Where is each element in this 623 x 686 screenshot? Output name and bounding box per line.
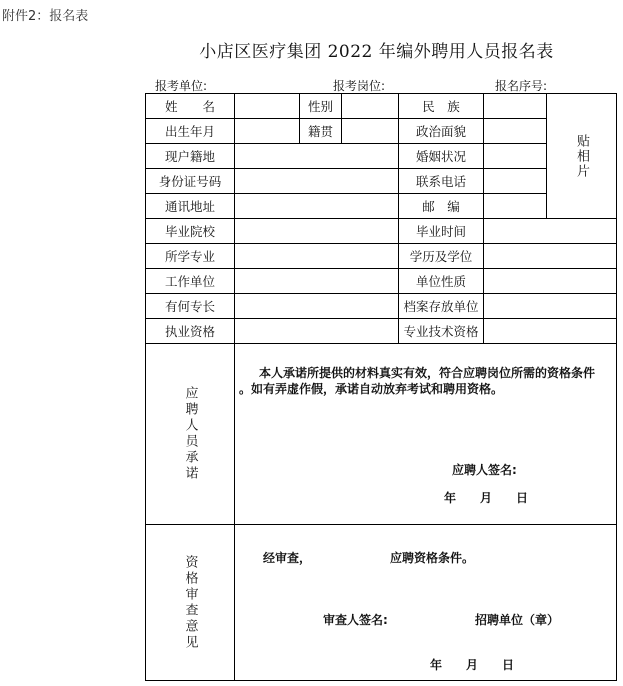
field-phone[interactable] (484, 169, 547, 194)
field-archive[interactable] (484, 294, 616, 319)
field-license[interactable] (235, 319, 399, 344)
field-name[interactable] (235, 94, 300, 119)
commitment-label-cell (146, 344, 235, 525)
review-label-cell (146, 525, 235, 680)
label-degree: 学历及学位 (399, 244, 484, 269)
field-postcode[interactable] (484, 194, 547, 219)
label-household: 现户籍地 (146, 144, 235, 169)
unit-label: 报考单位: (155, 79, 208, 93)
commitment-text-line2: 。如有弄虚作假，承诺自动放弃考试和聘用资格。 (239, 382, 504, 396)
field-native[interactable] (342, 119, 399, 144)
label-id: 身份证号码 (146, 169, 235, 194)
label-tech-title: 专业技术资格 (399, 319, 484, 344)
label-ethnicity: 民 族 (399, 94, 484, 119)
label-address: 通讯地址 (146, 194, 235, 219)
review-date: 年 月 日 (430, 658, 515, 672)
label-name: 姓 名 (146, 94, 235, 119)
label-marital: 婚姻状况 (399, 144, 484, 169)
label-school: 毕业院校 (146, 219, 235, 244)
field-degree[interactable] (484, 244, 616, 269)
commitment-label: 应聘人员承诺 (182, 386, 198, 482)
serial-label: 报名序号: (495, 79, 548, 93)
field-grad-time[interactable] (484, 219, 616, 244)
commitment-box (235, 344, 616, 525)
commitment-date: 年 月 日 (444, 491, 529, 505)
field-skills[interactable] (235, 294, 399, 319)
reviewer-signature-label: 审查人签名: (323, 613, 388, 627)
field-ethnicity[interactable] (484, 94, 547, 119)
field-tech-title[interactable] (484, 319, 616, 344)
unit-stamp-label: 招聘单位（章） (475, 613, 560, 627)
label-major: 所学专业 (146, 244, 235, 269)
field-political[interactable] (484, 119, 547, 144)
applicant-signature-label: 应聘人签名: (452, 463, 517, 477)
conditions-text: 应聘资格条件。 (390, 551, 475, 565)
label-birth: 出生年月 (146, 119, 235, 144)
field-household[interactable] (235, 144, 399, 169)
photo-label: 贴相片 (574, 133, 589, 179)
field-school[interactable] (235, 219, 399, 244)
photo-box (547, 94, 616, 219)
label-grad-time: 毕业时间 (399, 219, 484, 244)
field-address[interactable] (235, 194, 399, 219)
field-id[interactable] (235, 169, 399, 194)
field-birth[interactable] (235, 119, 300, 144)
label-gender: 性别 (300, 94, 342, 119)
reviewed-text: 经审查， (263, 551, 312, 565)
label-political: 政治面貌 (399, 119, 484, 144)
field-marital[interactable] (484, 144, 547, 169)
position-label: 报考岗位: (333, 79, 386, 93)
field-employer[interactable] (235, 269, 399, 294)
label-license: 执业资格 (146, 319, 235, 344)
field-gender[interactable] (342, 94, 399, 119)
label-employer: 工作单位 (146, 269, 235, 294)
commitment-text-line1: 本人承诺所提供的材料真实有效，符合应聘岗位所需的资格条件 (259, 366, 596, 380)
label-phone: 联系电话 (399, 169, 484, 194)
label-native: 籍贯 (300, 119, 342, 144)
review-label: 资格审查意见 (182, 554, 198, 651)
label-skills: 有何专长 (146, 294, 235, 319)
attachment-label: 附件2：报名表 (2, 9, 89, 24)
label-employer-type: 单位性质 (399, 269, 484, 294)
field-employer-type[interactable] (484, 269, 616, 294)
label-postcode: 邮 编 (399, 194, 484, 219)
form-title: 小店区医疗集团 2022 年编外聘用人员报名表 (199, 42, 554, 62)
review-box (235, 525, 616, 680)
label-archive: 档案存放单位 (399, 294, 484, 319)
registration-table (145, 93, 617, 681)
field-major[interactable] (235, 244, 399, 269)
